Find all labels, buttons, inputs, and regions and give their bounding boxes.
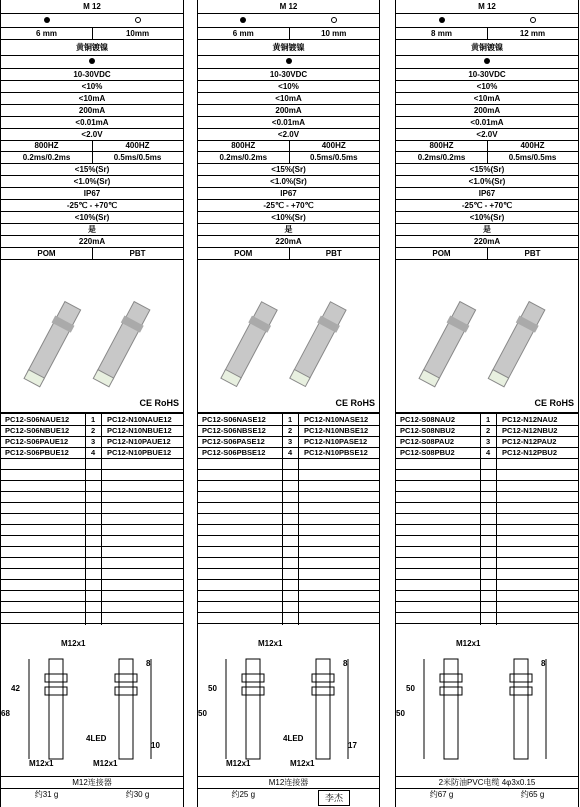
dimension-label: 50	[396, 709, 405, 718]
face-material-right: PBT	[524, 248, 541, 258]
divider	[487, 28, 488, 39]
spec-value: 200mA	[1, 105, 183, 117]
connector-type: M12连接器	[198, 777, 379, 789]
divider	[289, 141, 290, 151]
spec-value: <10mA	[198, 93, 379, 105]
spec-value: IP67	[198, 188, 379, 200]
column-title: M 12	[396, 0, 578, 14]
dot-row-2	[396, 56, 578, 69]
spec-value: <10%(Sr)	[396, 212, 578, 224]
spec-value: IP67	[1, 188, 183, 200]
dimension-label: 4LED	[283, 734, 304, 743]
order-index: 3	[486, 437, 491, 446]
order-code-right: PC12-N10PBSE12	[304, 448, 368, 457]
divider	[92, 28, 93, 39]
product-column	[197, 0, 380, 807]
dimension-drawing	[396, 629, 578, 777]
response-time-right: 0.5ms/0.5ms	[508, 152, 557, 162]
switching-frequency-right: 400HZ	[125, 141, 150, 150]
response-time	[1, 152, 183, 164]
dimension-label: 50	[406, 684, 415, 693]
housing-material: 黄铜镀镍	[1, 40, 183, 56]
divider	[289, 248, 290, 259]
spec-value: 是	[198, 224, 379, 236]
order-code-left: PC12-S08NBU2	[400, 426, 456, 435]
order-code-left: PC12-S08NAU2	[400, 415, 456, 424]
divider	[487, 248, 488, 259]
spec-value: 220mA	[1, 236, 183, 248]
switching-frequency-left: 800HZ	[429, 141, 454, 150]
order-index: 3	[91, 437, 96, 446]
weight-left: 约25 g	[231, 790, 256, 799]
housing-material: 黄铜镀镍	[396, 40, 578, 56]
order-code-left: PC12-S06PBSE12	[202, 448, 266, 457]
switching-frequency-right: 400HZ	[520, 141, 545, 150]
spec-value: <0.01mA	[1, 117, 183, 129]
spec-value: <1.0%(Sr)	[396, 176, 578, 188]
spec-value: <10%(Sr)	[1, 212, 183, 224]
dimension-label: 8	[146, 659, 151, 668]
order-code-left: PC12-S06PAUE12	[5, 437, 69, 446]
product-column	[395, 0, 579, 807]
order-code-left: PC12-S06PBUE12	[5, 448, 69, 457]
order-code-right: PC12-N12PAU2	[502, 437, 557, 446]
face-material-left: POM	[37, 248, 56, 258]
switching-frequency-left: 800HZ	[34, 141, 59, 150]
spec-value: <1.0%(Sr)	[198, 176, 379, 188]
order-code-left: PC12-S06PASE12	[202, 437, 265, 446]
spec-value: 10-30VDC	[1, 69, 183, 81]
column-title: M 12	[1, 0, 183, 14]
dimension-drawing	[1, 629, 183, 777]
divider	[289, 152, 290, 163]
switching-frequency	[1, 141, 183, 152]
response-time-right: 0.5ms/0.5ms	[309, 152, 358, 162]
face-material	[198, 248, 379, 260]
face-material-right: PBT	[325, 248, 342, 258]
sensing-distance-left: 8 mm	[431, 28, 452, 38]
dot-row	[1, 14, 183, 28]
spec-value: <2.0V	[1, 129, 183, 141]
sensing-distance-left: 6 mm	[36, 28, 57, 38]
weight-right: 约65 g	[520, 790, 545, 799]
order-code-right: PC12-N10PASE12	[304, 437, 368, 446]
order-table	[198, 413, 379, 625]
order-code-right: PC12-N12NBU2	[502, 426, 558, 435]
dimension-label: 8	[343, 659, 348, 668]
dimension-label: 10	[151, 741, 160, 750]
response-time-left: 0.2ms/0.2ms	[22, 152, 71, 162]
product-photo	[198, 266, 379, 413]
dot-row-2	[198, 56, 379, 69]
response-time	[198, 152, 379, 164]
sensing-distance-right: 10 mm	[321, 28, 347, 38]
spec-value: 220mA	[396, 236, 578, 248]
order-table	[396, 413, 578, 625]
connector-type: M12连接器	[1, 777, 183, 789]
dimension-label: 50	[198, 709, 207, 718]
order-code-right: PC12-N12NAU2	[502, 415, 558, 424]
spec-value: <10mA	[1, 93, 183, 105]
filled-dot-icon	[89, 58, 95, 66]
filled-dot-icon	[1, 17, 92, 25]
dimension-label: 17	[348, 741, 357, 750]
spec-value: -25℃ - +70℃	[396, 200, 578, 212]
response-time-left: 0.2ms/0.2ms	[417, 152, 466, 162]
face-material-left: POM	[234, 248, 253, 258]
order-index: 1	[91, 415, 96, 424]
divider	[487, 152, 488, 163]
product-photo	[396, 266, 578, 413]
divider	[487, 141, 488, 151]
order-index: 3	[288, 437, 293, 446]
order-code-right: PC12-N10NAUE12	[107, 415, 172, 424]
switching-frequency	[198, 141, 379, 152]
response-time-right: 0.5ms/0.5ms	[113, 152, 162, 162]
spec-value: <10%	[198, 81, 379, 93]
dimension-label: M12x1	[29, 759, 54, 768]
face-material-left: POM	[432, 248, 451, 258]
dimension-label: 68	[1, 709, 10, 718]
filled-dot-icon	[396, 17, 487, 25]
weight-row	[1, 789, 183, 801]
spec-value: <2.0V	[396, 129, 578, 141]
dimension-label: M12x1	[258, 639, 283, 648]
order-code-left: PC12-S06NBUE12	[5, 426, 70, 435]
housing-material: 黄铜镀镍	[198, 40, 379, 56]
dimension-label: M12x1	[226, 759, 251, 768]
response-time	[396, 152, 578, 164]
sensing-distance	[198, 28, 379, 40]
dot-row-2	[1, 56, 183, 69]
order-index: 4	[486, 448, 491, 457]
product-photo	[1, 266, 183, 413]
spec-value: -25℃ - +70℃	[1, 200, 183, 212]
table-row	[198, 612, 379, 624]
sensing-distance-left: 6 mm	[232, 28, 254, 38]
spec-value: <2.0V	[198, 129, 379, 141]
spec-value: 是	[1, 224, 183, 236]
spec-value: <15%(Sr)	[1, 164, 183, 176]
sensing-distance-right: 12 mm	[519, 28, 546, 38]
spec-value: <15%(Sr)	[396, 164, 578, 176]
order-index: 1	[486, 415, 491, 424]
switching-frequency-right: 400HZ	[321, 141, 346, 150]
dimension-label: M12x1	[61, 639, 86, 648]
dot-row	[396, 14, 578, 28]
spec-value: 200mA	[396, 105, 578, 117]
stamp-label: 李杰	[318, 790, 350, 806]
face-material	[396, 248, 578, 260]
order-code-right: PC12-N10NBSE12	[304, 426, 369, 435]
order-code-left: PC12-S06NAUE12	[5, 415, 70, 424]
order-code-right: PC12-N12PBU2	[502, 448, 558, 457]
order-index: 2	[486, 426, 491, 435]
hollow-dot-icon	[92, 17, 183, 25]
order-code-right: PC12-N10PBUE12	[107, 448, 172, 457]
dimension-drawing	[198, 629, 379, 777]
order-index: 2	[91, 426, 96, 435]
dot-row	[198, 14, 379, 28]
sensing-distance	[1, 28, 183, 40]
divider	[92, 152, 93, 163]
spec-value: <10%	[396, 81, 578, 93]
order-index: 4	[91, 448, 96, 457]
spec-value: 200mA	[198, 105, 379, 117]
switching-frequency-left: 800HZ	[231, 141, 256, 150]
order-index: 4	[288, 448, 293, 457]
order-table	[1, 413, 183, 625]
connector-type: 2米防油PVC电缆 4φ3x0.15	[396, 777, 578, 789]
weight-row	[198, 789, 379, 801]
spec-value: <0.01mA	[396, 117, 578, 129]
weight-row	[396, 789, 578, 801]
table-row	[1, 612, 183, 624]
order-index: 1	[288, 415, 293, 424]
table-row	[396, 612, 578, 624]
switching-frequency	[396, 141, 578, 152]
spec-value: 220mA	[198, 236, 379, 248]
spec-value: <15%(Sr)	[198, 164, 379, 176]
hollow-dot-icon	[487, 17, 578, 25]
order-code-left: PC12-S06NBSE12	[202, 426, 266, 435]
weight-left: 约67 g	[429, 790, 454, 799]
spec-value: 10-30VDC	[198, 69, 379, 81]
filled-dot-icon	[484, 58, 490, 66]
response-time-left: 0.2ms/0.2ms	[219, 152, 268, 162]
spec-value: 是	[396, 224, 578, 236]
order-code-right: PC12-N10NASE12	[304, 415, 369, 424]
dimension-label: 4LED	[86, 734, 107, 743]
divider	[289, 28, 290, 39]
sensing-distance	[396, 28, 578, 40]
weight-right: 约30 g	[125, 790, 150, 799]
filled-dot-icon	[198, 17, 289, 25]
spec-value: <1.0%(Sr)	[1, 176, 183, 188]
dimension-label: M12x1	[290, 759, 315, 768]
face-material	[1, 248, 183, 260]
dimension-label: 50	[208, 684, 217, 693]
order-code-left: PC12-S08PAU2	[400, 437, 455, 446]
dimension-label: 8	[541, 659, 546, 668]
spec-value: <10mA	[396, 93, 578, 105]
product-column	[0, 0, 184, 807]
order-code-right: PC12-N10NBUE12	[107, 426, 172, 435]
ce-rohs-mark: CE RoHS	[139, 398, 179, 408]
spec-value: <10%(Sr)	[198, 212, 379, 224]
face-material-right: PBT	[129, 248, 146, 258]
spec-value: <0.01mA	[198, 117, 379, 129]
spec-value: -25℃ - +70℃	[198, 200, 379, 212]
filled-dot-icon	[286, 58, 292, 66]
spec-value: <10%	[1, 81, 183, 93]
order-code-right: PC12-N10PAUE12	[107, 437, 171, 446]
divider	[92, 248, 93, 259]
weight-left: 约31 g	[34, 790, 59, 799]
order-code-left: PC12-S06NASE12	[202, 415, 266, 424]
sensing-distance-right: 10mm	[125, 28, 150, 38]
ce-rohs-mark: CE RoHS	[534, 398, 574, 408]
order-code-left: PC12-S08PBU2	[400, 448, 455, 457]
column-title: M 12	[198, 0, 379, 14]
dimension-label: M12x1	[93, 759, 118, 768]
ce-rohs-mark: CE RoHS	[335, 398, 375, 408]
hollow-dot-icon	[289, 17, 380, 25]
order-index: 2	[288, 426, 293, 435]
divider	[92, 141, 93, 151]
spec-value: 10-30VDC	[396, 69, 578, 81]
spec-value: IP67	[396, 188, 578, 200]
dimension-label: 42	[11, 684, 20, 693]
dimension-label: M12x1	[456, 639, 481, 648]
